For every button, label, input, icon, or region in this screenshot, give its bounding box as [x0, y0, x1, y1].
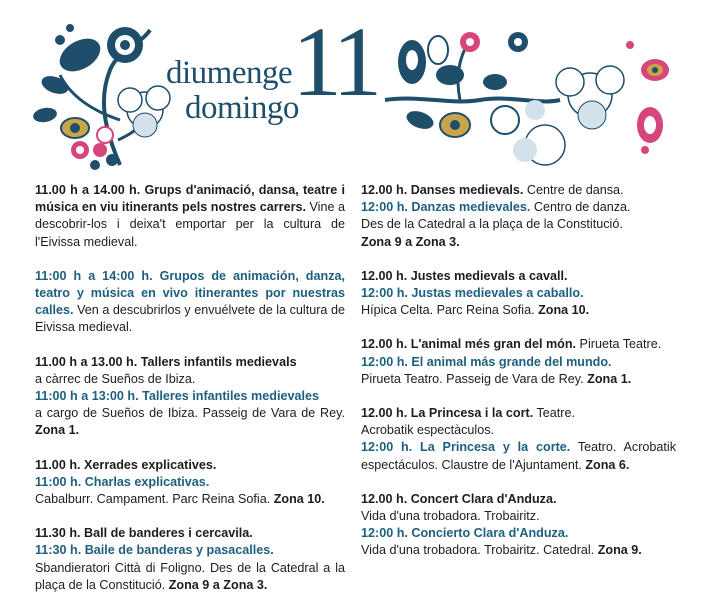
zone-label: Zona 9 a Zona 3.	[168, 577, 268, 592]
event-line-ca: Vida d'una trobadora. Trobairitz.	[361, 509, 540, 524]
event-spanish	[35, 388, 345, 440]
event-block	[361, 268, 676, 320]
event-catalan	[361, 405, 676, 422]
location-text: Cabalburr. Campament. Parc Reina Sofia.	[35, 492, 274, 507]
event-block	[361, 336, 676, 388]
event-title-es: 12:00 h. Justas medievales a caballo.	[361, 286, 584, 301]
event-catalan	[35, 182, 345, 251]
zone-label: Zona 10.	[273, 492, 325, 507]
event-desc-ca: a càrrec de Sueños de Ibiza.	[35, 371, 196, 386]
event-location	[361, 371, 676, 388]
location-text: Hípica Celta. Parc Reina Sofia.	[361, 303, 539, 318]
event-desc-es: Teatro. Acrobatik espectáculos. Claustre de l'Ajuntament.	[361, 440, 676, 472]
zone-label: Zona 1.	[35, 423, 80, 438]
event-block	[361, 491, 676, 560]
event-title-ca: 11.30 h. Ball de banderes i cercavila.	[35, 526, 253, 541]
event-title-ca: 11.00 h a 14.00 h. Grups d'animació, dansa, teatre i música en viu itinerants pels nostres carrers.	[35, 183, 345, 215]
zone-label: Zona 10.	[538, 303, 590, 318]
location-text: Sbandieratori Città di Foligno. Des de la Catedral a la plaça de la Constitució.	[35, 560, 345, 592]
right-flower-bouquet-icon	[385, 32, 669, 165]
zone-label: Zona 9.	[597, 543, 642, 558]
event-desc-ca: Teatre.	[533, 406, 575, 421]
event-location	[361, 302, 676, 319]
weekday-catalan: diumenge	[166, 55, 293, 91]
event-desc-ca: Vine a descobrir-los i deixa't emportar per la cultura de l'Eivissa medieval.	[35, 200, 345, 249]
event-title-ca: 12.00 h. La Princesa i la cort.	[361, 406, 534, 421]
event-block	[35, 354, 345, 440]
event-title-ca: 12.00 h. Concert Clara d'Anduza.	[361, 491, 557, 506]
event-desc-ca: Pirueta Teatre.	[576, 337, 662, 352]
zone-label: Zona 6.	[585, 457, 630, 472]
event-location	[35, 491, 345, 508]
event-desc-es: Centro de danza.	[530, 200, 631, 215]
left-flower-bouquet-icon	[32, 24, 170, 170]
event-title-es: 12:00 h. El animal más grande del mundo.	[361, 354, 612, 369]
floral-header	[0, 0, 706, 180]
event-catalan	[361, 336, 676, 353]
zone-label: Zona 1.	[587, 371, 632, 386]
right-column	[361, 182, 676, 577]
event-title-es: 11:00 h a 14:00 h. Grupos de animación, danza, teatro y música en vivo itinerantes por nuestras calles.	[35, 268, 345, 318]
event-block	[35, 182, 345, 337]
event-title-es: 12:00 h. Danzas medievales.	[361, 200, 531, 215]
event-title-es: 11:30 h. Baile de banderas y pasacalles.	[35, 543, 274, 558]
location-text: Des de la Catedral a la plaça de la Constitució.	[361, 217, 623, 232]
event-location	[35, 560, 345, 594]
event-title-ca: 12.00 h. L'animal més gran del món.	[361, 337, 577, 352]
event-block	[361, 405, 676, 474]
left-column	[35, 182, 345, 611]
event-catalan	[35, 354, 345, 388]
event-title-ca: 12.00 h. Justes medievals a cavall.	[361, 268, 568, 283]
event-block	[35, 525, 345, 594]
event-title-es: 11:00 h a 13:00 h. Talleres infantiles medievales	[35, 389, 319, 404]
event-desc-ca: Centre de dansa.	[523, 183, 624, 197]
event-title-ca: 12.00 h. Danses medievals.	[361, 183, 524, 197]
event-location	[361, 542, 676, 559]
event-line-ca: Acrobatik espectàculos.	[361, 423, 495, 438]
location-text: Vida d'una trobadora. Trobairitz. Catedral.	[361, 543, 598, 558]
event-desc-es: a cargo de Sueños de Ibiza. Passeig de Vara de Rey.	[35, 406, 345, 421]
event-catalan	[361, 182, 676, 199]
event-title-es: 12:00 h. Concierto Clara d'Anduza.	[361, 526, 569, 541]
location-text: Pirueta Teatro. Passeig de Vara de Rey.	[361, 371, 588, 386]
event-desc-es: Ven a descubrirlos y envuélvete de la cultura de Eivissa medieval.	[35, 303, 345, 335]
event-title-es: 12:00 h. La Princesa y la corte.	[361, 440, 571, 455]
event-spanish	[35, 268, 345, 337]
zone-label: Zona 9 a Zona 3.	[361, 234, 460, 249]
event-title-ca: 11.00 h. Xerrades explicatives.	[35, 457, 217, 472]
event-spanish	[361, 439, 676, 473]
event-title-es: 11:00 h. Charlas explicativas.	[35, 474, 210, 489]
event-block	[35, 457, 345, 509]
event-title-ca: 11.00 h a 13.00 h. Tallers infantils medievals	[35, 354, 297, 369]
event-spanish	[361, 199, 676, 216]
day-number: 11	[292, 6, 377, 117]
event-block	[361, 182, 676, 251]
weekday-spanish: domingo	[185, 90, 299, 126]
